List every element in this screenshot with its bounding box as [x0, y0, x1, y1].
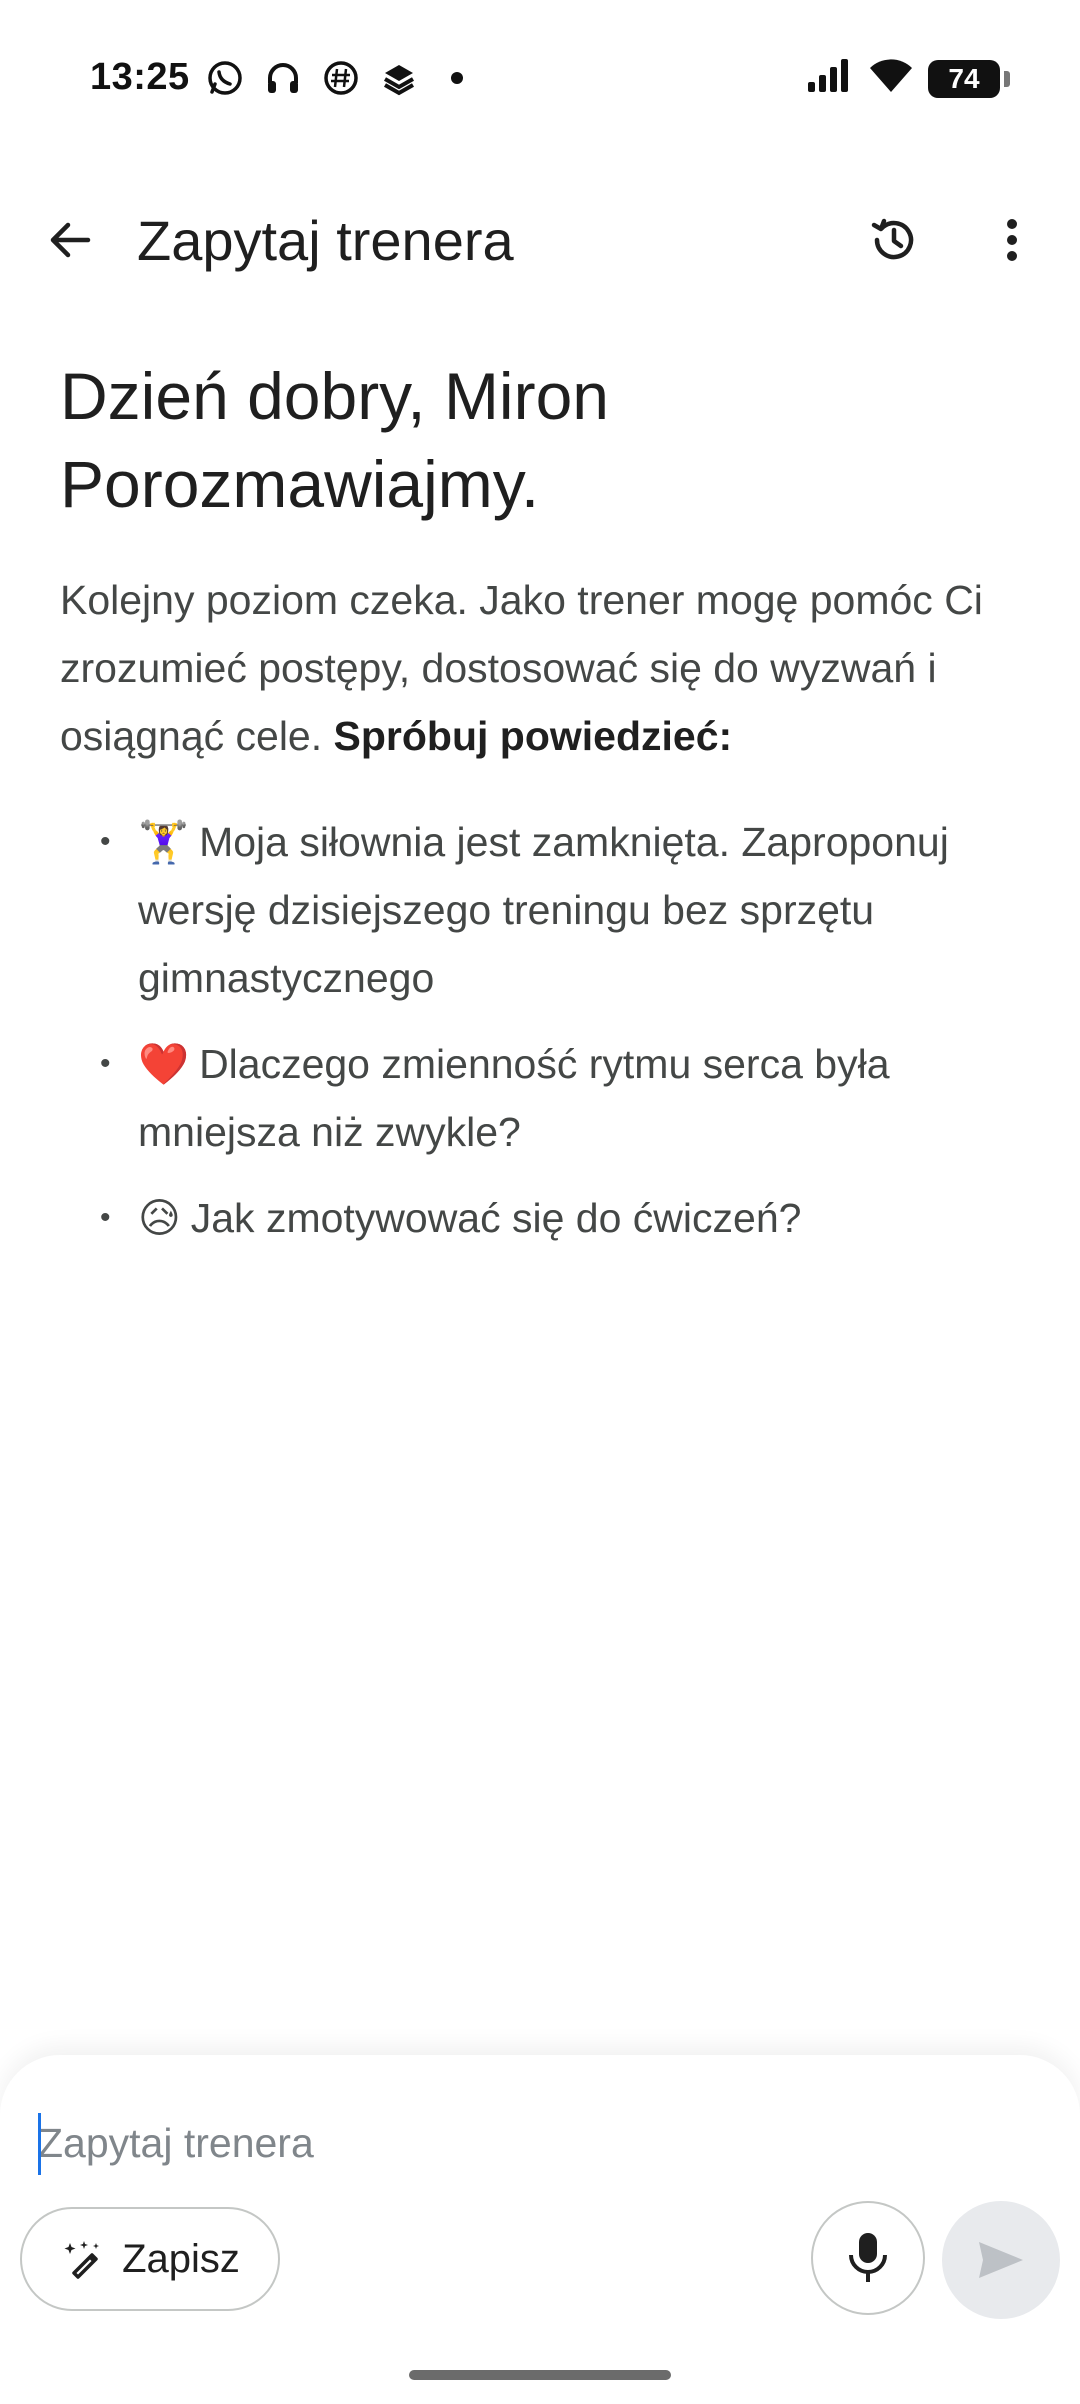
hashtag-app-icon — [321, 58, 361, 98]
suggestion-item[interactable] — [96, 1030, 1016, 1166]
bullet: • — [100, 825, 111, 858]
status-time: 13:25 — [90, 56, 190, 98]
greeting-line-1: Dzień dobry, Miron — [60, 359, 609, 433]
history-icon — [869, 215, 919, 265]
back-arrow-icon — [48, 218, 92, 262]
greeting-heading — [60, 352, 1020, 528]
intro-body: Kolejny poziom czeka. Jako trener mogę pomóc Ci zrozumieć postępy, dostosować się do wyzwań i osiągnąć cele. — [60, 577, 983, 759]
ask-coach-input[interactable] — [38, 2109, 738, 2177]
suggestion-item[interactable] — [96, 808, 1016, 1012]
weightlifter-icon: 🏋️‍♀️ — [138, 819, 190, 865]
text-caret — [38, 2113, 41, 2175]
microphone-button[interactable] — [811, 2201, 925, 2315]
battery-level: 74 — [948, 62, 980, 94]
microphone-icon — [846, 2231, 890, 2285]
bullet: • — [100, 1047, 111, 1080]
intro-text — [60, 566, 1040, 770]
notification-dot-icon — [437, 58, 477, 98]
stacked-app-icon — [379, 58, 419, 98]
app-bar — [0, 180, 1080, 300]
suggestion-list — [96, 808, 1016, 1270]
magic-pen-icon — [60, 2237, 104, 2281]
home-indicator[interactable] — [409, 2370, 671, 2380]
intro-cta: Spróbuj powiedzieć: — [333, 713, 733, 759]
wifi-icon — [868, 58, 914, 99]
history-button[interactable] — [860, 206, 928, 274]
battery-icon — [928, 60, 1000, 98]
bullet: • — [100, 1201, 111, 1234]
system-icons — [806, 58, 1010, 99]
write-button[interactable] — [20, 2207, 280, 2311]
more-options-button[interactable] — [978, 206, 1046, 274]
suggestion-text: Moja siłownia jest zamknięta. Zaproponuj wersję dzisiejszego treningu bez sprzętu gimnastycznego — [138, 819, 949, 1001]
battery-tip — [1004, 71, 1010, 87]
suggestion-text: Dlaczego zmienność rytmu serca była mniejsza niż zwykle? — [138, 1041, 890, 1155]
send-button[interactable] — [942, 2201, 1060, 2319]
notification-icons — [205, 58, 477, 98]
send-icon — [977, 2240, 1025, 2280]
signal-icon — [806, 58, 854, 99]
headphones-icon — [263, 58, 303, 98]
whatsapp-icon — [205, 58, 245, 98]
back-button[interactable] — [36, 206, 104, 274]
suggestion-text: Jak zmotywować się do ćwiczeń? — [190, 1195, 802, 1241]
more-vert-icon — [1005, 218, 1019, 262]
page-title: Zapytaj trenera — [137, 209, 514, 272]
write-button-label: Zapisz — [122, 2236, 240, 2281]
suggestion-item[interactable] — [96, 1184, 1016, 1252]
greeting-line-2: Porozmawiajmy. — [60, 447, 540, 521]
composer-panel — [0, 2055, 1080, 2404]
status-bar — [0, 0, 1080, 160]
sad-face-icon: 😥 — [138, 1195, 181, 1241]
heart-icon: ❤️ — [138, 1041, 190, 1087]
